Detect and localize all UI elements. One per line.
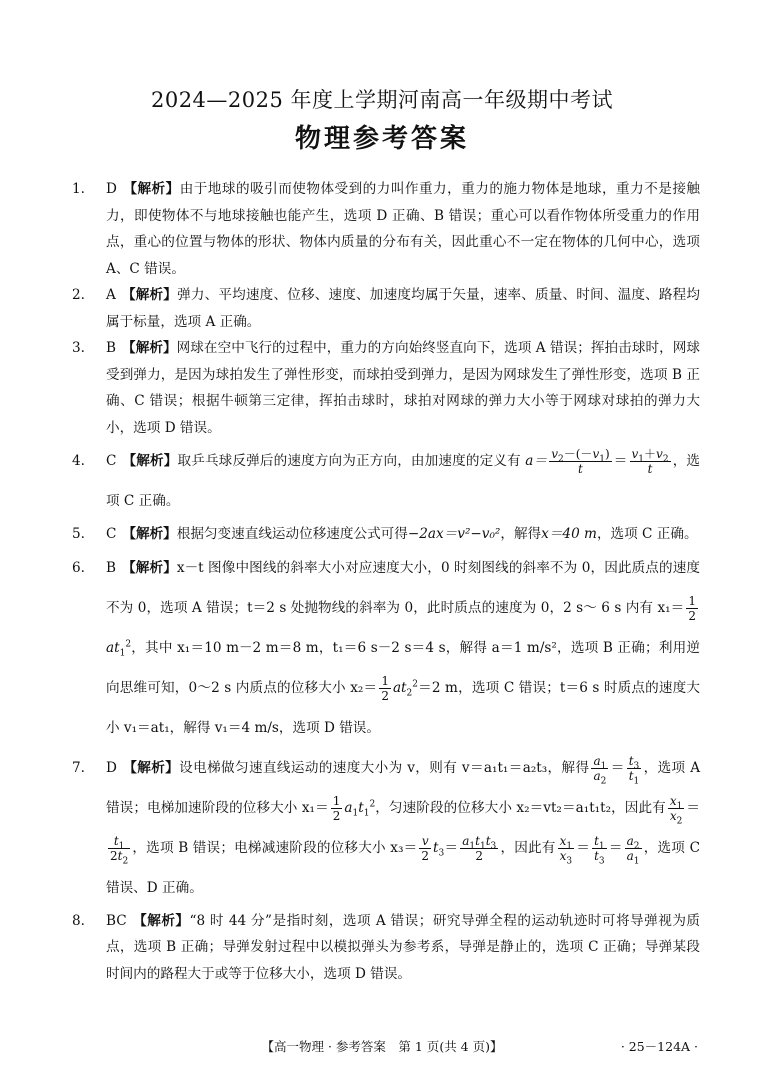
question-6: 6. B 【解析】x－t 图像中图线的斜率大小对应速度大小，0 时刻图线的斜率不为 0，因此质点的速度不为 0，选项 A 错误；t＝2 s 处抛物线的斜率为 0，此时质点的速度为 0，2 s～ 6 s 内有 x₁＝ $\frac{1}{2}$ $at_1^2$，其中 x₁＝10 m－2 m＝8 m，t₁＝6 s－2 s＝4 s，解得 a＝1 m/s²，选项 B 正确；利用逆向思维可知，0～2 s 内质点的位移大小 x₂＝ $\frac{1}{2}$ $at_2^2=2$ m，选项 C 错误；t＝6 s 时质点的速度大小 v₁＝at₁，解得 v₁＝4 m/s，选项 D 错误。	[88, 548, 700, 748]
analysis-text: 弹力、平均速度、位移、速度、加速度均属于矢量，速率、质量、时间、温度、路程均属于标量，选项 A 正确。	[106, 287, 701, 330]
analysis-text: 设电梯做匀速直线运动的速度大小为 v，则有 v＝a₁t₁＝a₂t₃，解得	[179, 759, 590, 776]
fraction: $\frac{t_1}{2t_2}$	[110, 833, 129, 866]
analysis-text: ，选项 B 错误；电梯减速阶段的位移大小 x₃＝	[132, 839, 418, 856]
fraction: $\frac{1}{2}$	[332, 793, 341, 823]
question-number: 3.	[72, 340, 85, 356]
question-number: 4.	[72, 453, 85, 469]
answer-letter: B	[106, 340, 116, 356]
question-number: 5.	[72, 526, 85, 542]
analysis-tag: 【解析】	[122, 759, 180, 776]
fraction: $\frac{t_3}{t_1}$	[628, 753, 640, 786]
equation: x＝40 m	[541, 526, 597, 542]
answer-body	[72, 176, 701, 987]
equation: a＝	[525, 453, 548, 469]
analysis-text: 根据匀变速直线运动位移速度公式可得	[176, 526, 408, 542]
fraction: $\frac{1}{2}$	[381, 673, 389, 703]
page-subtitle: 物理参考答案	[294, 124, 469, 154]
analysis-text: 由于地球的吸引而使物体受到的力叫作重力，重力的施力物体是地球，重力不是接触力，即使物体不与地球接触也能产生，选项 D 正确、B 错误；重心可以看作物体所受重力的作用点，重心的位置与物体的形状、物体内质量的分布有关，因此重心不一定在物体的几何中心，选项 A、C 错误。	[106, 181, 701, 277]
analysis-tag: 【解析】	[122, 181, 180, 197]
answer-letter: C	[106, 526, 117, 542]
fraction: $\frac{v_2-(-v_1)}{t}$	[551, 447, 610, 476]
analysis-tag: 【解析】	[121, 287, 178, 303]
analysis-tag: 【解析】	[122, 453, 178, 469]
fraction: $\frac{x_1}{x_3}$	[559, 833, 573, 866]
analysis-tag: 【解析】	[122, 340, 177, 356]
footer-page-info: 【高一物理 · 参考答案 第 1 页(共 4 页)】	[261, 1039, 503, 1054]
question-number: 2.	[72, 287, 85, 303]
fraction: $\frac{1}{2}$	[688, 593, 696, 623]
footer-code: · 25－124A ·	[620, 1039, 698, 1054]
fraction: $\frac{v}{2}$	[421, 833, 430, 863]
analysis-text: ，匀速阶段的位移大小 x₂＝vt₂＝a₁t₁t₂，因此有	[375, 799, 666, 816]
equation: −2ax＝v²−v₀²	[407, 526, 501, 542]
analysis-tag: 【解析】	[132, 912, 190, 929]
analysis-text: 取乒乓球反弹后的速度方向为正方向，由加速度的定义有	[177, 453, 526, 469]
analysis-text: ，选项 C 错误、D 正确。	[106, 839, 701, 896]
fraction: $\frac{x_1}{x_2}$	[669, 793, 683, 826]
answer-letter: BC	[106, 912, 127, 929]
question-number: 7.	[72, 759, 85, 776]
question-number: 1.	[72, 181, 85, 197]
analysis-text: ＝2 m，选项 C 错误；t＝6 s 时质点的速度大小 v₁＝at₁，解得 v₁＝4 m/s，选项 D 错误。	[106, 679, 700, 736]
answer-letter: C	[106, 453, 117, 469]
question-7: 7. D 【解析】设电梯做匀速直线运动的速度大小为 v，则有 v＝a₁t₁＝a₂t₃，解得 $\frac{a_1}{a_2}$ ＝ $\frac{t_3}{t_1}$ ，选项 A 错误；电梯加速阶段的位移大小 x₁＝ $\frac{1}{2}$ $a_1t_1^2$，匀速阶段的位移大小 x₂＝vt₂＝a₁t₁t₂，因此有 $\frac{x_1}{x_2}$ ＝ $\frac{t_1}{2t_2}$ ，选项 B 错误；电梯减速阶段的位移大小 x₃＝ $\frac{v}{2}$ $t_3=$ $\frac{a_1t_1t_3}{2}$ ，因此有 $\frac{x_1}{x_3}$ ＝ $\frac{t_1}{t_3}$ ＝ $\frac{a_2}{a_1}$ ，选项 C 错误、D 正确。	[88, 748, 700, 908]
analysis-text: ，其中 x₁＝10 m－2 m＝8 m，t₁＝6 s－2 s＝4 s，解得 a＝1 m/s²，选项 B 正确；利用逆向思维可知，0～2 s 内质点的位移大小 x₂＝	[106, 639, 700, 696]
question-5	[72, 521, 700, 548]
answer-letter: D	[106, 181, 117, 197]
question-number: 8.	[72, 912, 85, 929]
analysis-text: ，选项 C 正确。	[596, 526, 698, 542]
analysis-tag: 【解析】	[122, 526, 177, 542]
page-title: 2024—2025 年度上学期河南高一年级期中考试	[150, 88, 614, 112]
analysis-text: x－t 图像中图线的斜率大小对应速度大小，0 时刻图线的斜率不为 0，因此质点的速度不为 0，选项 A 错误；t＝2 s 处抛物线的斜率为 0，此时质点的速度为 0，2 s～ 6 s 内有 x₁	[106, 559, 700, 616]
question-2	[72, 282, 701, 335]
fraction: $\frac{t_1}{t_3}$	[594, 833, 605, 866]
analysis-text: “8 时 44 分”是指时刻，选项 A 错误；研究导弹全程的运动轨迹时可将导弹视为质点，选项 B 正确；导弹发射过程中以模拟弹头为参考系，导弹是静止的，选项 C 正确；导弹某段时间内的路程大于或等于位移大小，选项 D 错误。	[106, 912, 701, 982]
answer-letter: B	[106, 559, 116, 576]
analysis-text: ，选项 A 错误；电梯加速阶段的位移大小 x₁＝	[106, 759, 701, 816]
analysis-text: ，因此有	[500, 839, 556, 856]
analysis-text: ，选项 C 正确。	[106, 453, 701, 509]
answer-letter: D	[106, 759, 117, 776]
question-1	[72, 176, 701, 282]
answer-letter: A	[106, 287, 116, 303]
analysis-text: ，解得	[500, 526, 542, 542]
analysis-text: 网球在空中飞行的过程中，重力的方向始终竖直向下，选项 A 错误；挥拍击球时，网球受到弹力，是因为球拍发生了弹性形变，而球拍受到弹力，是因为网球发生了弹性形变，选项 B 正确、C 错误；根据牛顿第三定律，挥拍击球时，球拍对网球的弹力大小等于网球对球拍的弹力大小，选项 D 错误。	[106, 340, 700, 436]
question-4: 4. C 【解析】取乒乓球反弹后的速度方向为正方向，由加速度的定义有 a＝ $\frac{v_2-(-v_1)}{t}$ ＝ $\frac{v_1+v_2}{t}$ ，选项 C 正确。	[88, 441, 700, 521]
analysis-tag: 【解析】	[122, 559, 177, 576]
fraction: $\frac{a_1}{a_2}$	[593, 753, 607, 786]
question-number: 6.	[72, 559, 85, 576]
fraction: $\frac{v_1+v_2}{t}$	[631, 447, 669, 476]
fraction: $\frac{a_2}{a_1}$	[626, 833, 640, 866]
fraction: $\frac{a_1t_1t_3}{2}$	[462, 833, 497, 863]
question-8	[72, 908, 701, 988]
question-3	[72, 335, 700, 441]
